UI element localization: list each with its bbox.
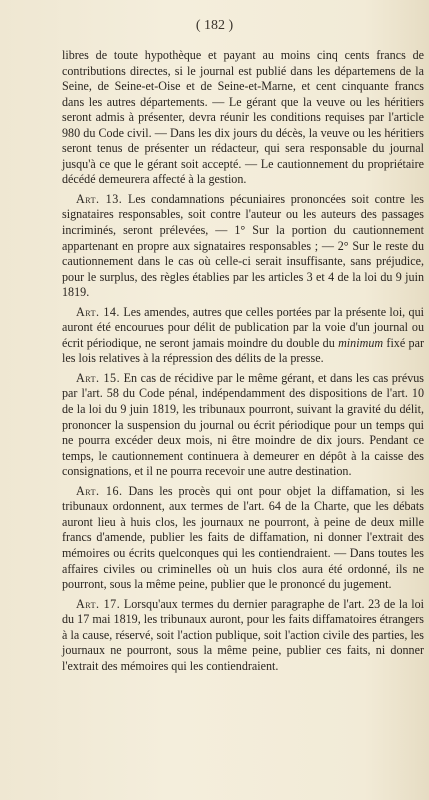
article-13 [62,192,424,301]
article-text: fixé par les lois relatives à la répression des délits de la presse. [62,335,424,366]
article-14 [62,305,424,367]
article-text-italic: minimum [338,335,384,350]
article-text: Lorsqu'aux termes du dernier paragraphe de l'art. 23 de la loi du 17 mai 1819, les tribunaux auront, pour les faits diffamatoires étrangers à la cause, réservé, soit l'action publique, soit l'action civile des parties, les journaux ne pourront, sous la même peine, publier ces faits, ni donner l'extrait des mémoires qui les contiendraient. [62,596,424,673]
paragraph-continuation [62,48,424,188]
article-text: Dans les procès qui ont pour objet la diffamation, si les tribunaux ordonnent, aux termes de l'art. 64 de la Charte, que les débats auront lieu à huis clos, les journaux ne pourront, à peine de deux mille francs d'amende, publier les faits de diffamation, ni donner l'extrait des mémoires ou écrits quelconques qui les contiendraient. — Dans toutes les affaires civiles ou criminelles où un huis clos aura été ordonné, ils ne pourront, sous la même peine, publier que le prononcé du jugement. [62,483,425,592]
article-label: Art. 13. [76,191,123,206]
article-16 [62,484,424,593]
article-label: Art. 14. [76,304,120,319]
article-label: Art. 15. [76,370,121,385]
paragraph-text: libres de toute hypothèque et payant au moins cinq cents francs de contributions directes, si le journal est publié dans les départemens de la Seine, de Seine-et-Oise et de Seine-et-Marne, et cent cinquante francs dans les autres départements. — Le gérant que la veuve ou les héritiers seront admis à présenter, devra réunir les conditions requises par l'article 980 du Code civil. — Dans les dix jours du décès, la veuve ou les héritiers seront tenus de présenter un rédacteur, qui sera responsable du journal jusqu'à ce que le gérant soit accepté. — Le cautionnement du propriétaire décédé demeurera affecté à la gestion. [62,48,424,187]
article-text: Les condamnations pécuniaires prononcées soit contre les signataires responsables, soit contre l'auteur ou les auteurs des passages incriminés, seront prélevées, — 1° Sur la portion du cautionnement appartenant en propre aux signataires responsables ; — 2° Sur le reste du cautionnement dans le cas où celle-ci serait insuffisante, sans préjudice, pour le surplus, des règles établies par les articles 3 et 4 de la loi du 9 juin 1819. [62,191,424,300]
article-label: Art. 17. [76,596,121,611]
article-label: Art. 16. [76,483,123,498]
article-15 [62,371,424,480]
page-number: ( 182 ) [195,18,234,33]
article-text: En cas de récidive par le même gérant, et dans les cas prévus par l'art. 58 du Code pénal, indépendamment des dispositions de l'art. 10 de la loi du 9 juin 1819, les tribunaux pourront, suivant la gravité du délit, prononcer la suspension du journal ou écrit périodique pour un temps qui ne pourra excéder deux mois, ni être moindre de dix jours. Pendant ce temps, le cautionnement continuera à demeurer en dépôt à la caisse des consignations, et il ne pourra recevoir une autre destination. [62,370,424,479]
body-text [62,48,424,678]
article-17 [62,597,424,675]
article-text: Les amendes, autres que celles portées par la présente loi, qui auront été encourues pour délit de publication par la voie d'un journal ou écrit périodique, ne seront jamais moindre du double du [62,304,425,350]
